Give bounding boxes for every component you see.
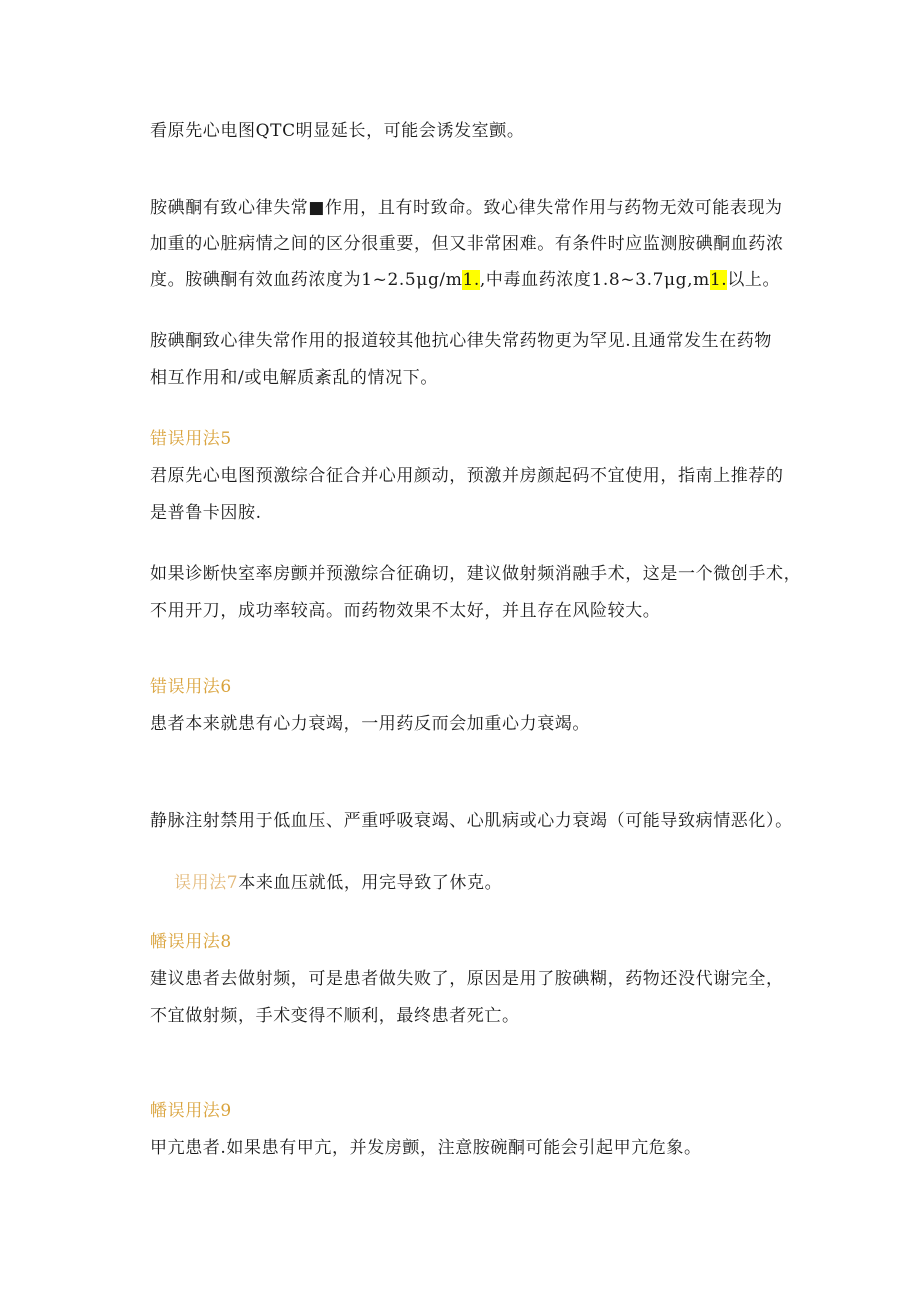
paragraph-text: 不宜做射频，手术变得不顺利，最终患者死亡。 [150,1006,520,1026]
section-heading: 错误用法5 [150,429,232,449]
section-heading: 误用法7 [174,873,239,893]
paragraph-text: 加重的心脏病情之间的区分很重要，但又非常困难。有条件时应监测胺碘酮血药浓 [150,234,784,254]
paragraph-qtc: 看原先心电图QTC明显延长，可能会诱发室颤。 [150,121,525,141]
text-span: ,中毒血药浓度1.8~3.7μg,m [479,270,710,290]
paragraph-text: 相互作用和/或电解质紊乱的情况下。 [150,368,438,388]
paragraph-text: 君原先心电图预激综合征合并心用颜动，预激并房颜起码不宜使用，指南上推荐的 [150,466,784,486]
paragraph-text: 如果诊断快室率房颤并预激综合征确切，建议做射频消融手术，这是一个微创手术， [150,564,802,584]
paragraph-text: 建议患者去做射频，可是患者做失败了，原因是用了胺碘糊，药物还没代谢完全， [150,969,784,989]
text-span: 以上。 [727,270,781,290]
paragraph-text [174,873,502,893]
highlight-mark: 1. [462,270,480,290]
highlight-mark: 1. [709,270,728,290]
text-span: 本来血压就低，用完导致了休克。 [238,873,503,893]
paragraph-text: 甲亢患者.如果患有甲亢，并发房颤，注意胺碗酮可能会引起甲亢危象。 [150,1138,702,1158]
paragraph-text: 患者本来就患有心力衰竭，一用药反而会加重心力衰竭。 [150,714,590,734]
section-heading: 错误用法6 [150,677,232,697]
paragraph-text: 静脉注射禁用于低血压、严重呼吸衰竭、心肌病或心力衰竭（可能导致病情恶化）。 [150,811,793,831]
section-heading: 幡误用法9 [150,1101,232,1121]
text-span: 度。胺碘酮有效血药浓度为1~2.5μg/m [150,270,463,290]
paragraph-text: 是普鲁卡因胺. [150,503,262,523]
paragraph-text: 胺碘酮致心律失常作用的报道较其他抗心律失常药物更为罕见.且通常发生在药物 [150,331,773,351]
paragraph-text: 胺碘酮有致心律失常■作用，且有时致命。致心律失常作用与药物无效可能表现为 [150,198,783,218]
section-heading: 幡误用法8 [150,932,232,952]
paragraph-text [150,270,780,290]
paragraph-text: 不用开刀，成功率较高。而药物效果不太好，并且存在风险较大。 [150,601,661,621]
